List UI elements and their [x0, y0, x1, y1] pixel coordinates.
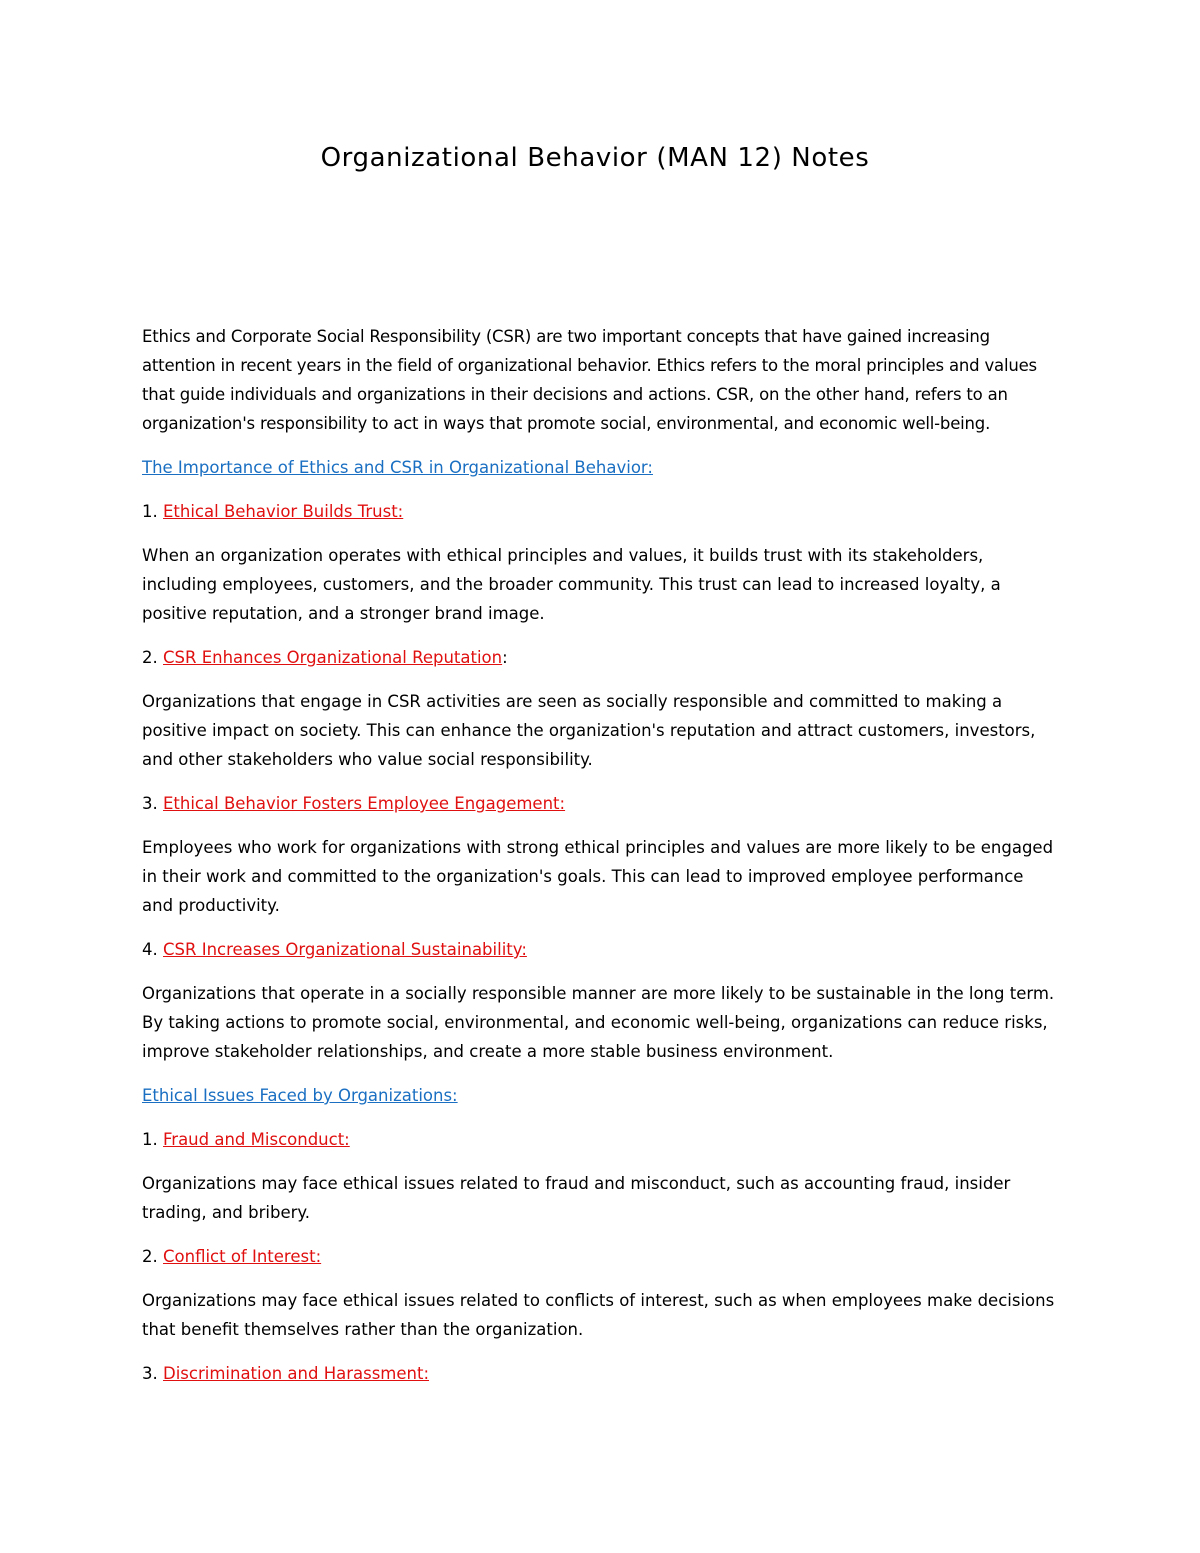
section-heading-ethical-issues	[142, 1081, 1057, 1110]
list-item-heading	[142, 1242, 1057, 1271]
item-heading: Conflict of Interest:	[163, 1247, 322, 1266]
item-heading: Ethical Behavior Fosters Employee Engagement:	[163, 794, 566, 813]
list-item-heading	[142, 789, 1057, 818]
list-item-heading	[142, 1125, 1057, 1154]
item-number: 1.	[142, 1130, 158, 1149]
list-item-heading	[142, 935, 1057, 964]
item-number: 3.	[142, 1364, 158, 1383]
item-heading: Fraud and Misconduct:	[163, 1130, 350, 1149]
item-heading: Ethical Behavior Builds Trust:	[163, 502, 404, 521]
item-number: 4.	[142, 940, 158, 959]
list-item-heading	[142, 643, 1057, 672]
item-heading-suffix: :	[502, 648, 508, 667]
list-item-text: Organizations may face ethical issues related to fraud and misconduct, such as accounting fraud, insider trading, and bribery.	[142, 1174, 1011, 1222]
list-item-heading	[142, 497, 1057, 526]
document-body	[142, 322, 1057, 1403]
item-heading: CSR Increases Organizational Sustainability:	[163, 940, 527, 959]
list-item-text: Organizations may face ethical issues related to conflicts of interest, such as when employees make decisions that benefit themselves rather than the organization.	[142, 1291, 1055, 1339]
item-number: 2.	[142, 648, 158, 667]
intro-paragraph: Ethics and Corporate Social Responsibility (CSR) are two important concepts that have gained increasing attention in recent years in the field of organizational behavior. Ethics refers to the moral principles and values that guide individuals and organizations in their decisions and actions. CSR, on the other hand, refers to an organization's responsibility to act in ways that promote social, environmental, and economic well-being.	[142, 327, 1037, 433]
item-number: 2.	[142, 1247, 158, 1266]
item-heading: Discrimination and Harassment:	[163, 1364, 430, 1383]
list-item-text: Employees who work for organizations with strong ethical principles and values are more likely to be engaged in their work and committed to the organization's goals. This can lead to improved employee performance and productivity.	[142, 838, 1054, 915]
item-number: 1.	[142, 502, 158, 521]
section-heading-importance	[142, 453, 1057, 482]
section-heading-text: The Importance of Ethics and CSR in Organizational Behavior:	[142, 458, 653, 477]
document-title: Organizational Behavior (MAN 12) Notes	[320, 143, 870, 173]
list-item-text: Organizations that operate in a socially responsible manner are more likely to be sustainable in the long term. By taking actions to promote social, environmental, and economic well-being, organizations can reduce risks, improve stakeholder relationships, and create a more stable business environment.	[142, 984, 1055, 1061]
item-heading: CSR Enhances Organizational Reputation	[163, 648, 503, 667]
list-item-heading	[142, 1359, 1057, 1388]
list-item-text: Organizations that engage in CSR activities are seen as socially responsible and committed to making a positive impact on society. This can enhance the organization's reputation and attract customers, investors, and other stakeholders who value social responsibility.	[142, 692, 1036, 769]
section-heading-text: Ethical Issues Faced by Organizations:	[142, 1086, 458, 1105]
list-item-text: When an organization operates with ethical principles and values, it builds trust with its stakeholders, including employees, customers, and the broader community. This trust can lead to increased loyalty, a positive reputation, and a stronger brand image.	[142, 546, 1001, 623]
item-number: 3.	[142, 794, 158, 813]
